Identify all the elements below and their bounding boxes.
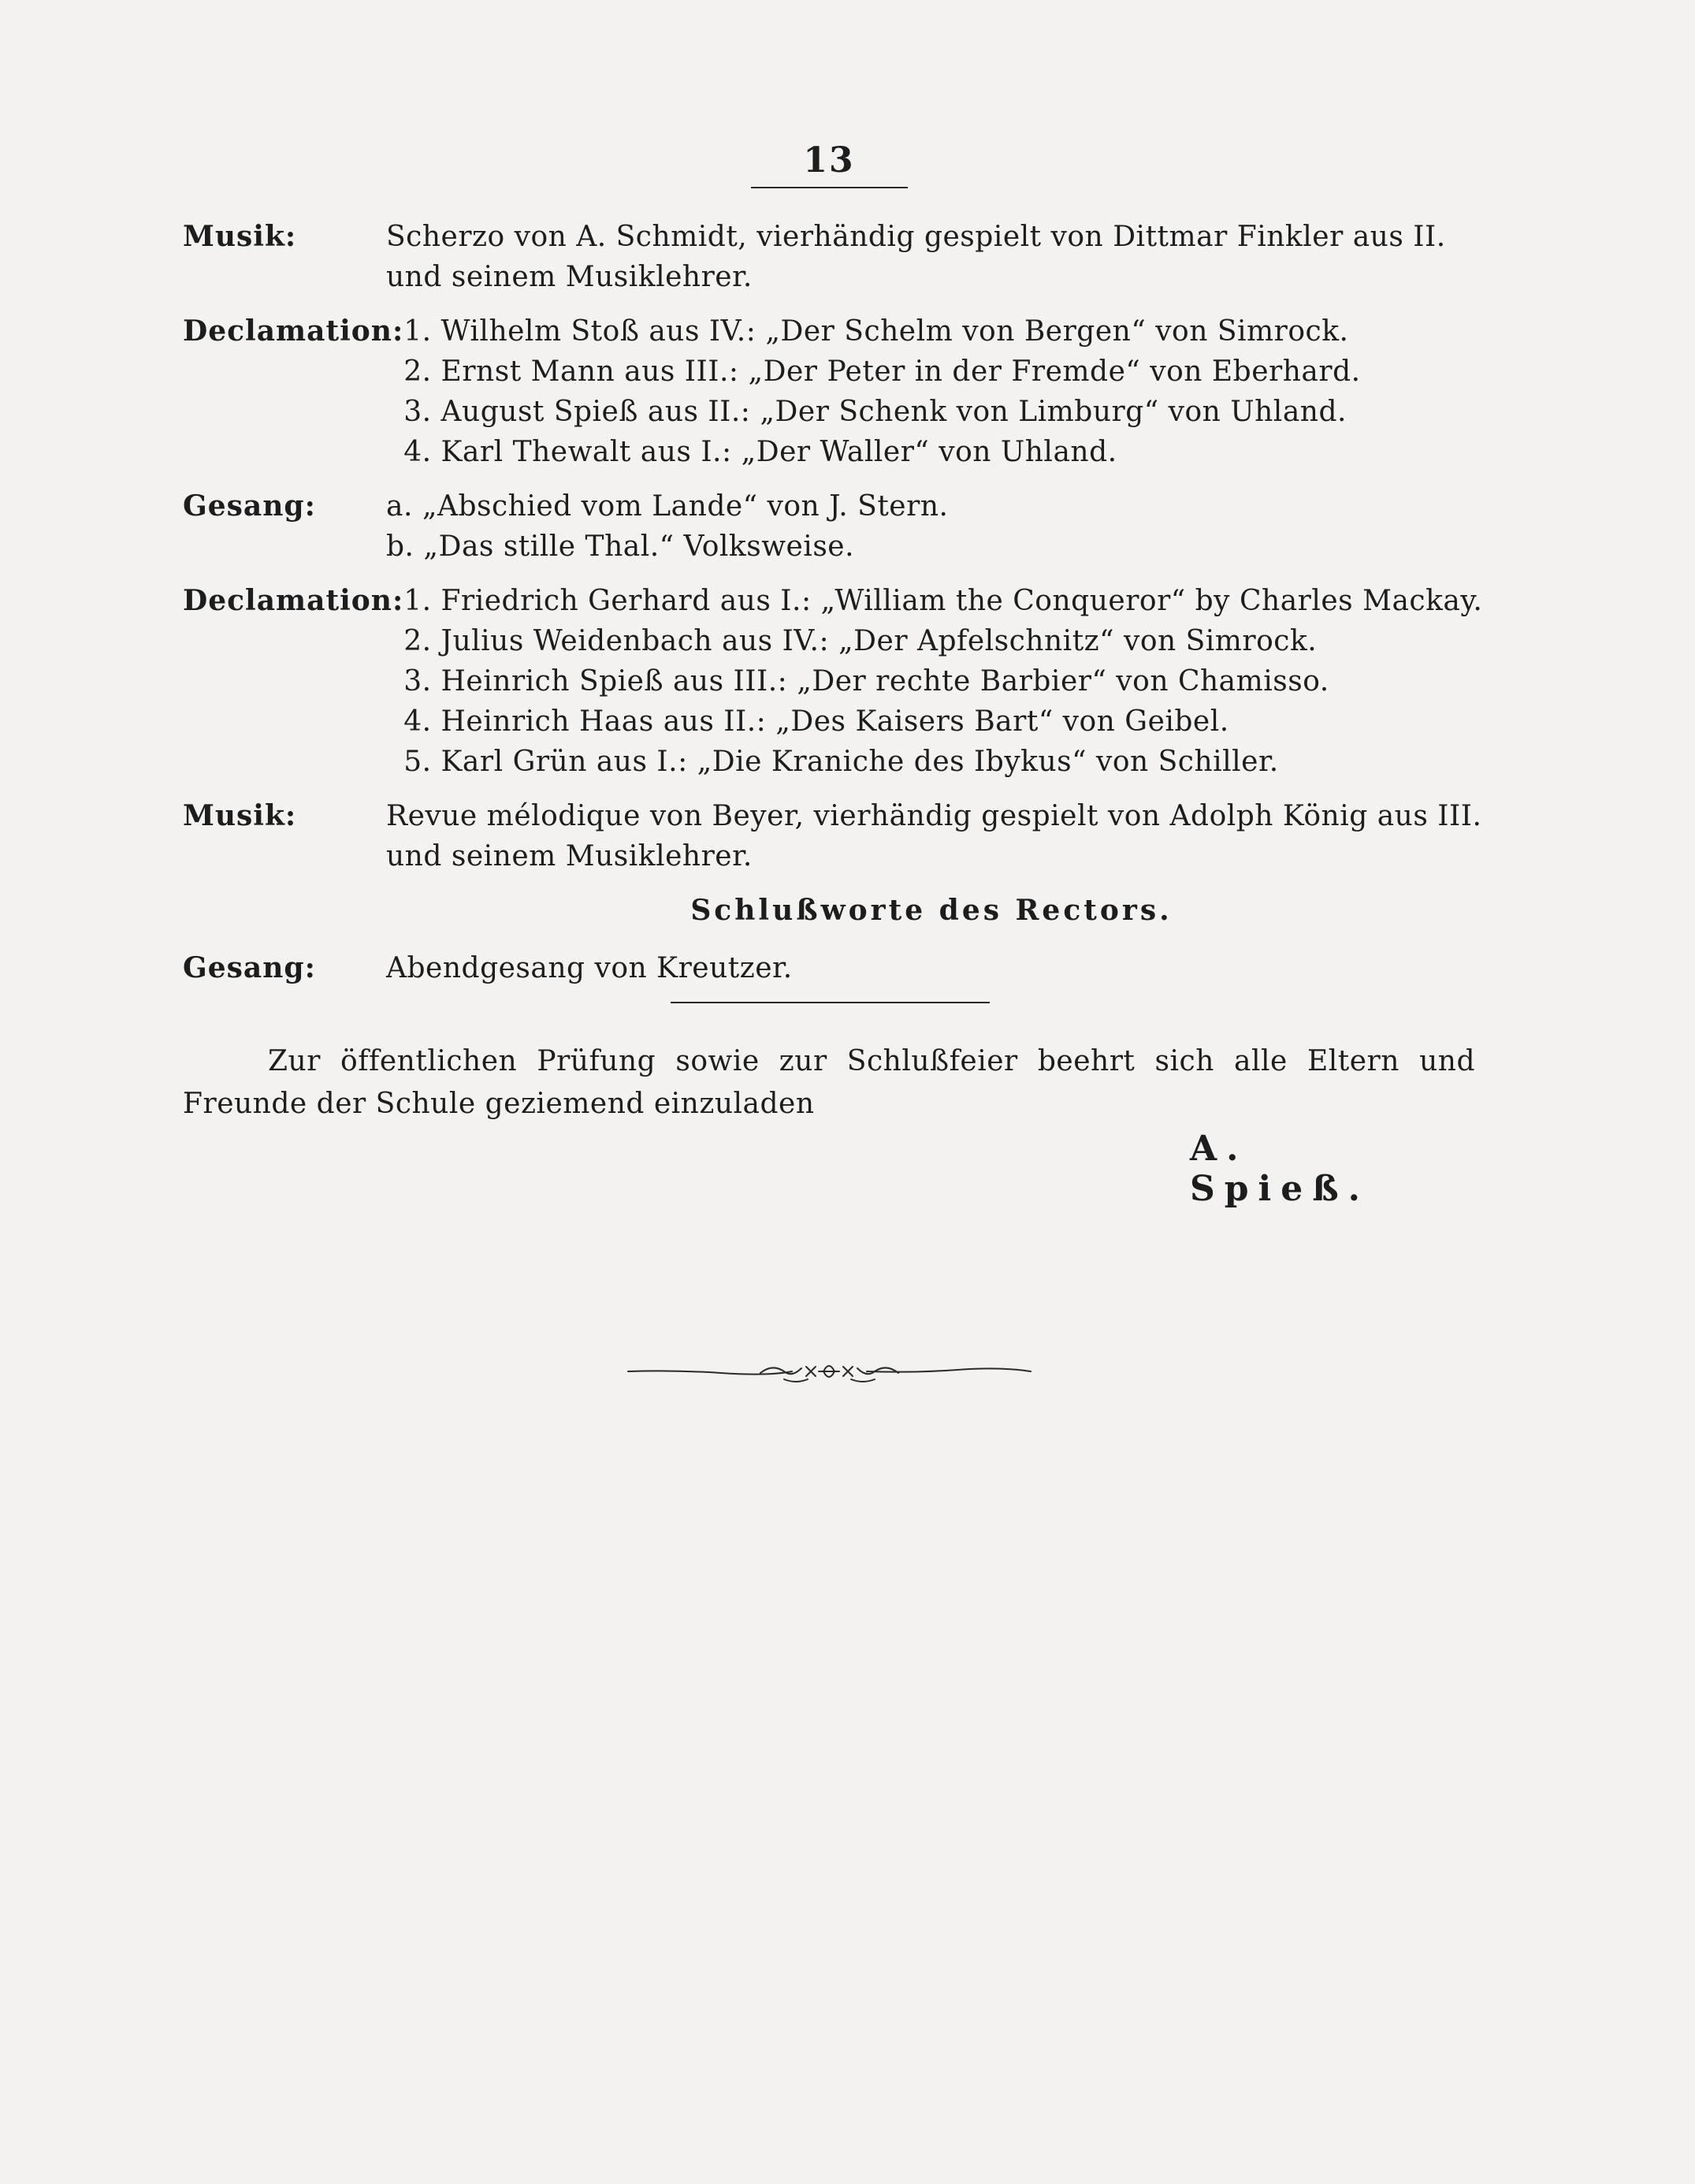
program-entry: und seinem Musiklehrer. <box>386 840 753 872</box>
program-entry: b. „Das stille Thal.“ Volksweise. <box>386 530 855 563</box>
program-entry: 5. Karl Grün aus I.: „Die Kraniche des Ibykus“ von Schiller. <box>403 746 1279 778</box>
page-number-rule <box>751 187 908 188</box>
program-section-music-1 <box>183 217 1475 297</box>
program-section-final-song <box>183 948 1475 988</box>
section-label: Gesang: <box>183 951 316 984</box>
program-section-music-2 <box>183 796 1482 876</box>
closing-words-heading: Schlußworte des Rectors. <box>690 894 1173 927</box>
section-label: Musik: <box>183 220 297 253</box>
section-lines <box>403 581 1482 782</box>
program-entry: 2. Ernst Mann aus III.: „Der Peter in der Fremde“ von Eberhard. <box>403 355 1361 388</box>
section-label: Gesang: <box>183 489 316 523</box>
section-lines <box>403 311 1475 472</box>
invitation-paragraph: Zur öffentlichen Prüfung sowie zur Schlußfeier beehrt sich alle Eltern und Freunde der Schule geziemend einzuladen <box>183 1045 1475 1120</box>
program-section-declamation-2 <box>183 581 1483 782</box>
program-entry: 1. Wilhelm Stoß aus IV.: „Der Schelm von Bergen“ von Simrock. <box>403 315 1349 348</box>
program-entry: 4. Heinrich Haas aus II.: „Des Kaisers Bart“ von Geibel. <box>403 705 1229 738</box>
program-entry: und seinem Musiklehrer. <box>386 261 753 293</box>
program-entry: Scherzo von A. Schmidt, vierhändig gespielt von Dittmar Finkler aus II. <box>386 221 1446 253</box>
section-lines <box>386 486 1475 567</box>
program-entry: 1. Friedrich Gerhard aus I.: „William the Conqueror“ by Charles Mackay. <box>403 585 1483 617</box>
program-section-declamation-1 <box>183 311 1475 472</box>
page-number: 13 <box>803 140 855 180</box>
section-label: Declamation: <box>183 584 404 617</box>
signature: A. Spieß. <box>1190 1129 1370 1209</box>
section-label: Declamation: <box>183 314 404 348</box>
program-entry: 4. Karl Thewalt aus I.: „Der Waller“ von Uhland. <box>403 436 1117 468</box>
ornament-divider-icon <box>626 1356 1032 1387</box>
program-entry: 3. Heinrich Spieß aus III.: „Der rechte Barbier“ von Chamisso. <box>403 665 1329 698</box>
section-label: Musik: <box>183 799 297 832</box>
section-lines <box>386 217 1475 297</box>
program-entry: 2. Julius Weidenbach aus IV.: „Der Apfelschnitz“ von Simrock. <box>403 625 1318 657</box>
program-entry: Abendgesang von Kreutzer. <box>386 952 793 984</box>
section-divider <box>671 1002 990 1003</box>
program-entry: 3. August Spieß aus II.: „Der Schenk von Limburg“ von Uhland. <box>403 396 1347 428</box>
program-entry: a. „Abschied vom Lande“ von J. Stern. <box>386 490 949 523</box>
section-lines <box>386 948 1475 988</box>
section-lines <box>386 796 1481 876</box>
program-list <box>183 217 1483 1003</box>
program-section-song-1 <box>183 486 1475 567</box>
program-entry: Revue mélodique von Beyer, vierhändig gespielt von Adolph König aus III. <box>386 800 1482 832</box>
